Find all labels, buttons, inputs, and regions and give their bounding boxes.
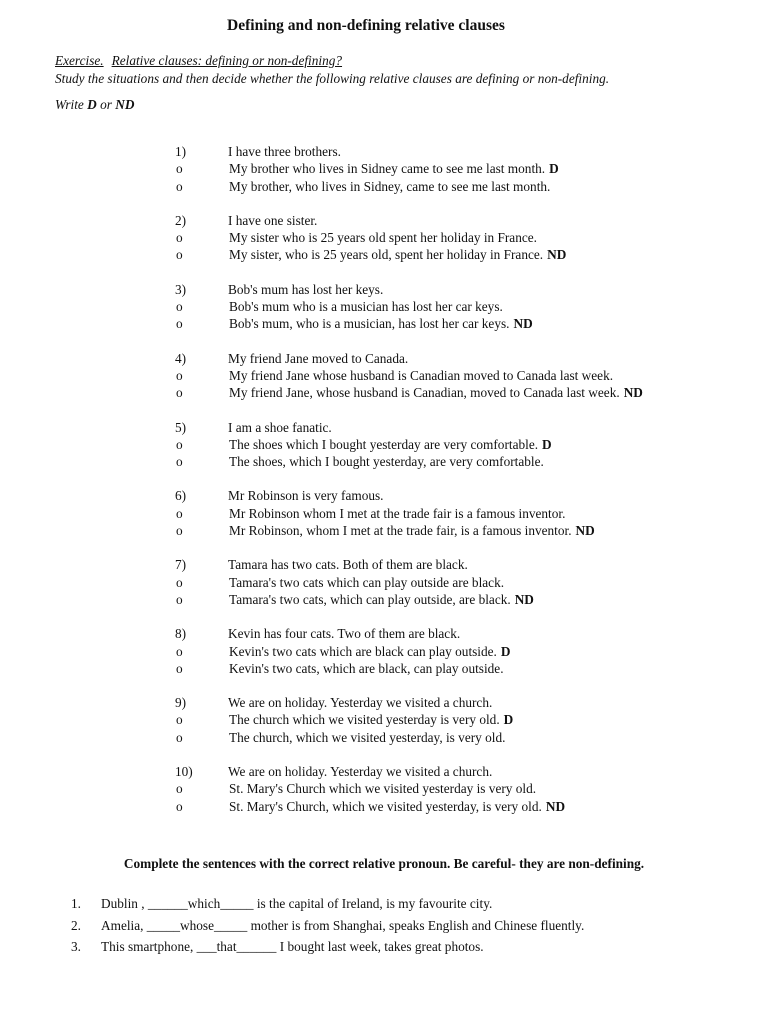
exercise-line [55, 52, 745, 70]
item-number: 4) [175, 350, 187, 366]
situation-text: Kevin has four cats. Two of them are black. [228, 626, 461, 642]
option-text: The shoes, which I bought yesterday, are very comfortable. [229, 454, 544, 470]
option-text: My friend Jane, whose husband is Canadian, moved to Canada last week. [229, 385, 620, 401]
exercise-item [175, 212, 735, 264]
answer-label: D [503, 712, 514, 728]
option-row [175, 574, 735, 591]
bullet-icon: o [176, 523, 183, 539]
exercise-item [175, 143, 735, 195]
option-text: The church which we visited yesterday is very old. [229, 712, 500, 728]
answer-label: D [542, 436, 552, 452]
page-title: Defining and non-defining relative clauses [227, 17, 505, 34]
item-number: 6) [175, 488, 187, 504]
answer-label: D [500, 643, 511, 659]
option-text: Kevin's two cats, which are black, can play outside. [229, 660, 504, 676]
bullet-icon: o [176, 574, 183, 590]
bullet-icon: o [176, 367, 183, 383]
situation-row [175, 350, 735, 367]
exercise-instruction: Study the situations and then decide whether the following relative clauses are defining or non-defining. [55, 71, 610, 86]
item-number: 9) [175, 695, 187, 711]
option-row [175, 246, 735, 263]
sentence-text: Dublin , ______which_____ is the capital of Ireland, is my favourite city. [101, 896, 493, 911]
item-number: 7) [175, 557, 187, 573]
bullet-icon: o [176, 178, 183, 194]
option-text: Bob's mum, who is a musician, has lost her car keys. [229, 316, 510, 332]
fill-in-sentences [71, 893, 731, 958]
bullet-icon: o [176, 643, 183, 659]
option-row [175, 384, 735, 401]
exercise-item [175, 487, 735, 539]
option-text: My friend Jane whose husband is Canadian moved to Canada last week. [229, 367, 614, 383]
option-text: My brother who lives in Sidney came to see me last month. [229, 161, 546, 177]
exercise-item [175, 694, 735, 746]
situation-row [175, 763, 735, 780]
option-row [175, 436, 735, 453]
bullet-icon: o [176, 505, 183, 521]
fill-sentence [71, 893, 731, 915]
bullet-icon: o [176, 385, 183, 401]
option-row [175, 229, 735, 246]
bullet-icon: o [176, 798, 183, 814]
answer-label: ND [545, 798, 566, 814]
exercise-items [175, 143, 735, 832]
answer-label: ND [623, 385, 643, 401]
situation-row [175, 143, 735, 160]
bullet-icon: o [176, 781, 183, 797]
answer-label: ND [547, 247, 567, 263]
option-row [175, 178, 735, 195]
exercise-item [175, 419, 735, 471]
sentence-number: 1. [71, 896, 81, 911]
option-row [175, 453, 735, 470]
situation-text: I have one sister. [228, 212, 318, 228]
sentence-text: Amelia, _____whose_____ mother is from Shanghai, speaks English and Chinese fluently. [101, 917, 585, 933]
option-row [175, 505, 735, 522]
option-row [175, 729, 735, 746]
option-row [175, 780, 735, 797]
option-row [175, 298, 735, 315]
situation-row [175, 487, 735, 504]
item-number: 3) [175, 281, 187, 297]
bullet-icon: o [176, 247, 183, 263]
option-text: The church, which we visited yesterday, is very old. [229, 729, 506, 745]
option-row [175, 367, 735, 384]
option-text: Bob's mum who is a musician has lost her car keys. [229, 299, 503, 315]
situation-row [175, 212, 735, 229]
bullet-icon: o [176, 299, 183, 315]
bullet-icon: o [176, 660, 183, 676]
option-text: My sister, who is 25 years old, spent her holiday in France. [229, 247, 544, 263]
write-or: or [100, 97, 112, 112]
option-row [175, 660, 735, 677]
bullet-icon: o [176, 591, 183, 607]
situation-text: I am a shoe fanatic. [228, 419, 332, 435]
fill-sentence [71, 936, 731, 958]
answer-label: ND [575, 523, 595, 539]
option-text: Tamara's two cats which can play outside are black. [229, 574, 505, 590]
bullet-icon: o [176, 454, 183, 470]
option-row [175, 711, 735, 728]
situation-text: I have three brothers. [228, 144, 341, 159]
exercise-item [175, 763, 735, 815]
exercise-intro [55, 52, 745, 88]
situation-row [175, 556, 735, 573]
write-nd: ND [115, 97, 135, 112]
situation-text: Bob's mum has lost her keys. [228, 281, 384, 297]
option-text: Mr Robinson, whom I met at the trade fair, is a famous inventor. [229, 523, 572, 539]
item-number: 10) [175, 764, 193, 780]
answer-label: ND [513, 316, 533, 332]
option-row [175, 522, 735, 539]
situation-text: Tamara has two cats. Both of them are black. [228, 557, 468, 573]
write-d: D [87, 97, 97, 112]
situation-row [175, 625, 735, 642]
option-text: St. Mary's Church which we visited yesterday is very old. [229, 781, 537, 797]
option-row [175, 643, 735, 660]
answer-label: ND [514, 591, 534, 607]
situation-row [175, 694, 735, 711]
option-text: My brother, who lives in Sidney, came to see me last month. [229, 178, 551, 194]
option-row [175, 798, 735, 815]
situation-row [175, 281, 735, 298]
option-text: The shoes which I bought yesterday are very comfortable. [229, 436, 539, 452]
bullet-icon: o [176, 712, 183, 728]
exercise-item [175, 281, 735, 333]
situation-text: We are on holiday. Yesterday we visited a church. [228, 764, 493, 780]
item-number: 1) [175, 144, 187, 159]
bullet-icon: o [176, 729, 183, 745]
bullet-icon: o [176, 436, 183, 452]
item-number: 2) [175, 212, 187, 228]
option-text: Tamara's two cats, which can play outside, are black. [229, 591, 511, 607]
situation-text: My friend Jane moved to Canada. [228, 350, 409, 366]
task2-heading: Complete the sentences with the correct relative pronoun. Be careful- they are non-defining. [123, 856, 645, 871]
item-number: 5) [175, 419, 187, 435]
write-prefix: Write [55, 97, 84, 112]
fill-sentence [71, 915, 731, 937]
option-text: Kevin's two cats which are black can play outside. [229, 643, 497, 659]
sentence-number: 2. [71, 917, 81, 933]
bullet-icon: o [176, 161, 183, 177]
option-text: St. Mary's Church, which we visited yesterday, is very old. [229, 798, 542, 814]
bullet-icon: o [176, 230, 183, 246]
exercise-item [175, 350, 735, 402]
option-row [175, 591, 735, 608]
situation-text: We are on holiday. Yesterday we visited a church. [228, 695, 493, 711]
sentence-text: This smartphone, ___that______ I bought last week, takes great photos. [101, 939, 484, 954]
write-instruction [55, 97, 134, 113]
exercise-item [175, 556, 735, 608]
exercise-item [175, 625, 735, 677]
answer-label: D [549, 161, 559, 177]
situation-text: Mr Robinson is very famous. [228, 488, 384, 504]
item-number: 8) [175, 626, 187, 642]
exercise-label: Exercise. [55, 53, 104, 68]
bullet-icon: o [176, 316, 183, 332]
sentence-number: 3. [71, 939, 81, 954]
option-text: Mr Robinson whom I met at the trade fair is a famous inventor. [229, 505, 566, 521]
option-text: My sister who is 25 years old spent her holiday in France. [229, 230, 537, 246]
situation-row [175, 419, 735, 436]
exercise-topic: Relative clauses: defining or non-defining? [111, 53, 343, 68]
option-row [175, 160, 735, 177]
option-row [175, 315, 735, 332]
